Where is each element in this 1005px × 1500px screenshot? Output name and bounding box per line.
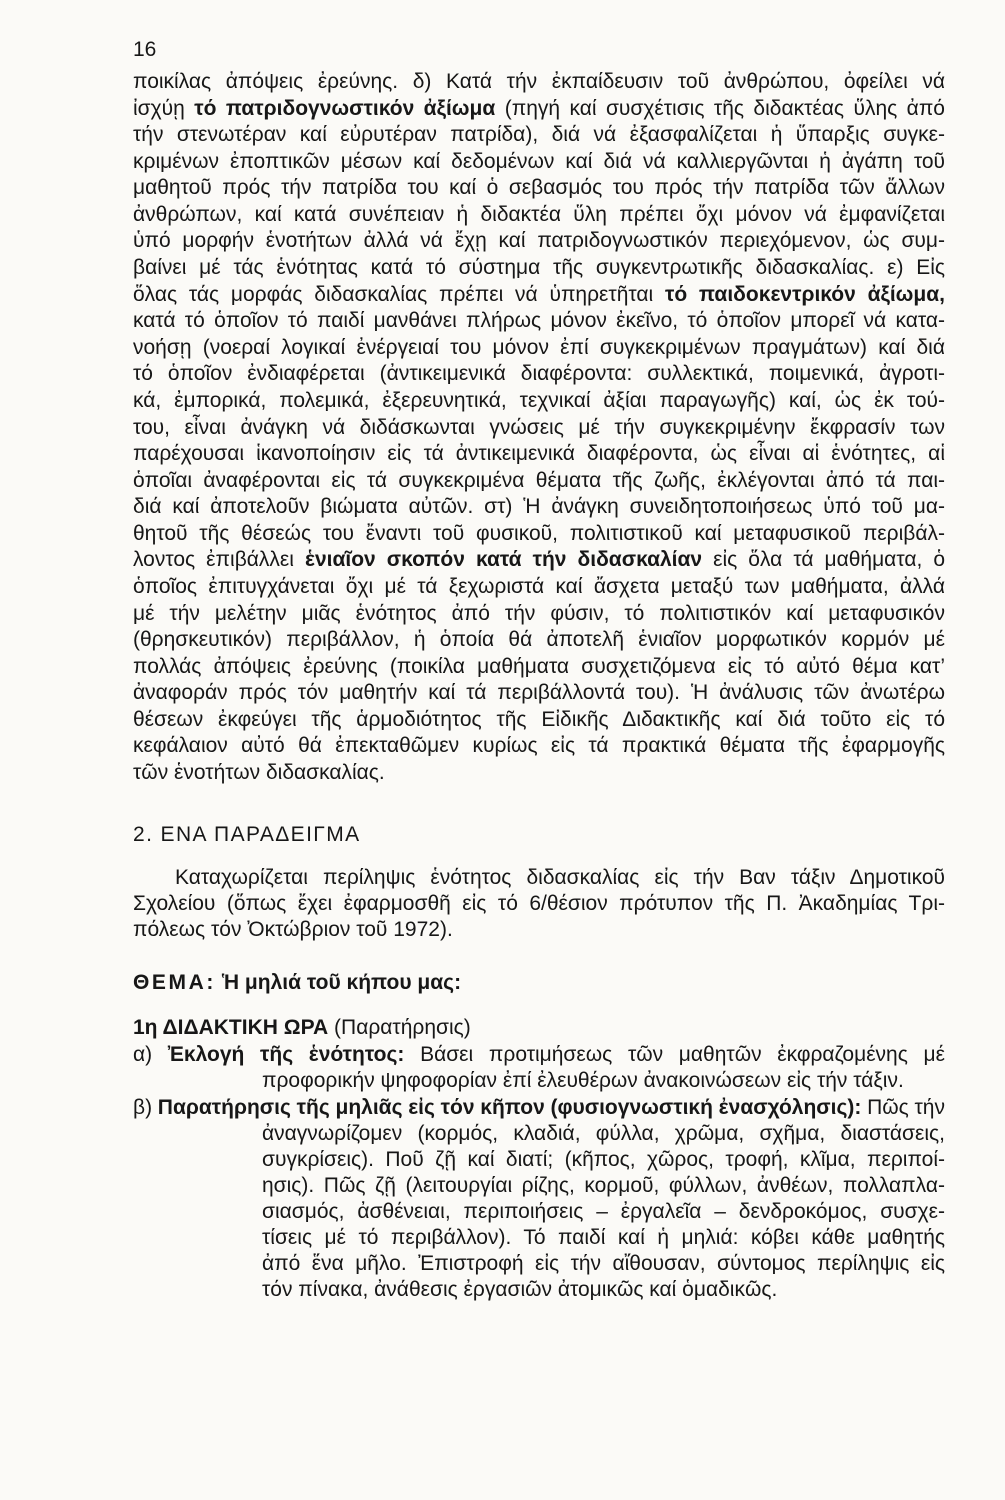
intro-paragraph-line: τῶν ἑνοτήτων διδασκαλίας. (133, 761, 385, 785)
line-text: (πηγή καί συσχέτισις τῆς διδακτέας ὕλης ἀπό (504, 96, 945, 120)
item-continuation-line: τόν πίνακα, ἀνάθεσις ἐργασιῶν ἀτομικῶς καί ὁμαδικῶς. (262, 1278, 778, 1301)
lesson-hour-title: 1η ΔΙΔΑΚΤΙΚΗ ΩΡΑ (133, 1016, 329, 1039)
item-title: Παρατήρησις τῆς μηλιᾶς εἰς τόν κῆπον (φυσιογνωστική ἐνασχόλησις): (157, 1096, 862, 1119)
intro-paragraph-line (133, 96, 945, 123)
intro-paragraph-line (133, 547, 945, 574)
section-intro-line: Καταχωρίζεται περίληψις ἑνότητος διδασκαλίας εἰς τήν Βαν τάξιν Δημοτικοῦ (175, 866, 945, 889)
intro-paragraph-line: ἀναφοράν πρός τόν μαθητήν καί τά περιβάλλοντά του). Ἡ ἀνάλυσις τῶν ἀνωτέρω (133, 681, 945, 705)
intro-paragraph-line: ποικίλας ἀπόψεις ἐρεύνης. δ) Κατά τήν ἐκπαίδευσιν τοῦ ἀνθρώπου, ὀφείλει νά (133, 70, 945, 93)
section-intro-line: Σχολείου (ὅπως ἔχει ἐφαρμοσθῆ εἰς τό 6/θέσιον πρότυπον τῆς Π. Ἀκαδημίας Τρι- (133, 892, 945, 915)
intro-paragraph-line: θέσεων ἐκφεύγει τῆς ἁρμοδιότητος τῆς Εἰδικῆς Διδακτικῆς καί διά τοῦτο εἰς τό (133, 707, 945, 731)
intro-paragraph-line: ὁποῖος ἐπιτυγχάνεται ὄχι μέ τά ξεχωριστά καί ἄσχετα μεταξύ των μαθήματα, ἀλλά (133, 574, 945, 598)
item-first-line (133, 1042, 945, 1068)
emphasis-text: τό πατριδογνωστικόν ἀξίωμα (194, 96, 496, 120)
intro-paragraph-line: διά καί ἀποτελοῦν βιώματα αὐτῶν. στ) Ἡ ἀνάγκη συνειδητοποιήσεως ὑπό τοῦ μα- (133, 495, 945, 519)
intro-paragraph-line: πολλάς ἀπόψεις ἐρεύνης (ποικίλα μαθήματα συσχετιζόμενα εἰς τό αὐτό θέμα κατ’ (133, 654, 945, 678)
line-text: ὅλας τάς μορφάς διδασκαλίας πρέπει νά ὑπηρετῆται (133, 282, 654, 306)
intro-paragraph-line: κά, ἐμπορικά, πολεμικά, ἐξερευνητικά, τεχνικαί ἀξίαι παραγωγῆς) καί, ὡς ἐκ τού- (133, 388, 945, 412)
item-continuation-line: ησις). Πῶς ζῇ (λειτουργίαι ρίζης, κορμοῦ, φύλλων, ἀνθέων, πολλαπλα- (262, 1174, 945, 1197)
intro-paragraph-line: κριμένων ἐποπτικῶν μέσων καί δεδομένων καί διά νά καλλιεργῶνται ἡ ἀγάπη τοῦ (133, 149, 945, 173)
intro-paragraph-line: κεφάλαιον αὐτό θά ἐπεκταθῶμεν κυρίως εἰς τά πρακτικά θέματα τῆς ἐφαρμογῆς (133, 734, 945, 758)
intro-paragraph-line: παρέχουσαι ἱκανοποίησιν εἰς τά ἀντικειμενικά διαφέροντα, ὡς εἶναι αἱ ἑνότητες, αἱ (133, 442, 945, 466)
section-intro-paragraph (133, 865, 945, 943)
item-text: Πῶς τήν (867, 1096, 945, 1119)
theme-title: Ἡ μηλιά τοῦ κήπου μας: (221, 971, 462, 994)
intro-paragraph-line: ἀνθρώπων, καί κατά συνέπειαν ἡ διδακτέα ὕλη πρέπει ὄχι μόνον νά ἐμφανίζεται (133, 202, 945, 226)
page-number: 16 (133, 38, 157, 61)
item-continuation-line: σιασμός, ἀσθένειαι, περιποιήσεις – ἐργαλεῖα – δενδροκόμος, συσχε- (262, 1200, 945, 1223)
intro-paragraph-line (133, 282, 945, 309)
item-continuation-line: τίσεις μέ τό περιβάλλον). Τό παιδί καί ἡ μηλιά: κόβει κάθε μαθητής (262, 1226, 945, 1249)
item-continuation-line: συγκρίσεις). Ποῦ ζῇ καί διατί; (κῆπος, χῶρος, τροφή, κλῖμα, περιποί- (262, 1148, 945, 1171)
lesson-hour-note: (Παρατήρησις) (334, 1016, 471, 1039)
intro-paragraph-line: νοήσῃ (νοεραί λογικαί ἐνέργειαί του μόνον ἐπί συγκεκριμένων πραγμάτων) καί διά (133, 335, 945, 359)
intro-paragraph-line: ὁποῖαι ἀναφέρονται εἰς τά συγκεκριμένα θέματα τῆς ζωῆς, ἐκλέγονται ἀπό τά παι- (133, 468, 945, 492)
intro-paragraph (133, 69, 945, 787)
item-unit-selection (133, 1042, 945, 1094)
item-title: Ἐκλογή τῆς ἑνότητος: (167, 1043, 405, 1066)
item-apple-tree-observation (133, 1095, 945, 1303)
section-heading: 2. ΕΝΑ ΠΑΡΑΔΕΙΓΜΑ (133, 823, 361, 846)
item-marker: β) (133, 1096, 153, 1119)
item-first-line (133, 1095, 945, 1121)
intro-paragraph-line: (θρησκευτικόν) περιβάλλον, ἡ ὁποία θά ἀποτελῆ ἑνιαῖον μορφωτικόν κορμόν μέ (133, 628, 945, 652)
item-continuation-line: προφορικήν ψηφοφορίαν ἐπί ἐλευθέρων ἀνακοινώσεων εἰς τήν τάξιν. (262, 1069, 904, 1092)
section-intro-line: πόλεως τόν Ὀκτώβριον τοῦ 1972). (133, 918, 453, 941)
item-continuation-line: ἀπό ἕνα μῆλο. Ἐπιστροφή εἰς τήν αἴθουσαν, σύντομος περίληψις εἰς (262, 1252, 945, 1275)
emphasis-text: ἑνιαῖον σκοπόν κατά τήν διδασκαλίαν (304, 548, 703, 572)
intro-paragraph-line: ὑπό μορφήν ἑνοτήτων ἀλλά νά ἔχῃ καί πατριδογνωστικόν περιεχόμενον, ὡς συμ- (133, 229, 945, 253)
item-text: Βάσει προτιμήσεως τῶν μαθητῶν ἐκφραζομένης μέ (420, 1043, 945, 1066)
intro-paragraph-line: κατά τό ὁποῖον τό παιδί μανθάνει πλήρως μόνον ἐκεῖνο, τό ὁποῖον μπορεῖ νά κατα- (133, 309, 945, 333)
theme-line (133, 970, 461, 996)
intro-paragraph-line: του, εἶναι ἀνάγκη νά διδάσκωνται γνώσεις μέ τήν συγκεκριμένην ἔκφρασίν των (133, 415, 945, 439)
theme-label: ΘΕΜΑ: (133, 971, 216, 994)
line-text: λοντος ἐπιβάλλει (133, 548, 294, 572)
intro-paragraph-line: τό ὁποῖον ἐνδιαφέρεται (ἀντικειμενικά διαφέροντα: συλλεκτικά, ποιμενικά, ἀγροτι- (133, 362, 945, 386)
item-continuation-line: ἀναγνωρίζομεν (κορμός, κλαδιά, φύλλα, χρῶμα, σχῆμα, διαστάσεις, (262, 1122, 945, 1145)
intro-paragraph-line: μαθητοῦ πρός τήν πατρίδα του καί ὁ σεβασμός του πρός τήν πατρίδα τῶν ἄλλων (133, 176, 945, 200)
lesson-hour-heading (133, 1015, 471, 1041)
emphasis-text: τό παιδοκεντρικόν ἀξίωμα, (664, 282, 945, 306)
line-text: εἰς ὅλα τά μαθήματα, ὁ (713, 548, 945, 572)
intro-paragraph-line: βαίνει μέ τάς ἑνότητας κατά τό σύστημα τῆς συγκεντρωτικῆς διδασκαλίας. ε) Εἰς (133, 256, 945, 280)
intro-paragraph-line: θητοῦ τῆς θέσεώς του ἔναντι τοῦ φυσικοῦ, πολιτιστικοῦ καί μεταφυσικοῦ περιβάλ- (133, 521, 945, 545)
item-marker: α) (133, 1043, 153, 1066)
intro-paragraph-line: τήν στενωτέραν καί εὐρυτέραν πατρίδα), διά νά ἐξασφαλίζεται ἡ ὕπαρξις συγκε- (133, 123, 945, 147)
line-text: ἰσχύῃ (133, 96, 185, 120)
intro-paragraph-line: μέ τήν μελέτην μιᾶς ἑνότητος ἀπό τήν φύσιν, τό πολιτιστικόν καί μεταφυσικόν (133, 601, 945, 625)
